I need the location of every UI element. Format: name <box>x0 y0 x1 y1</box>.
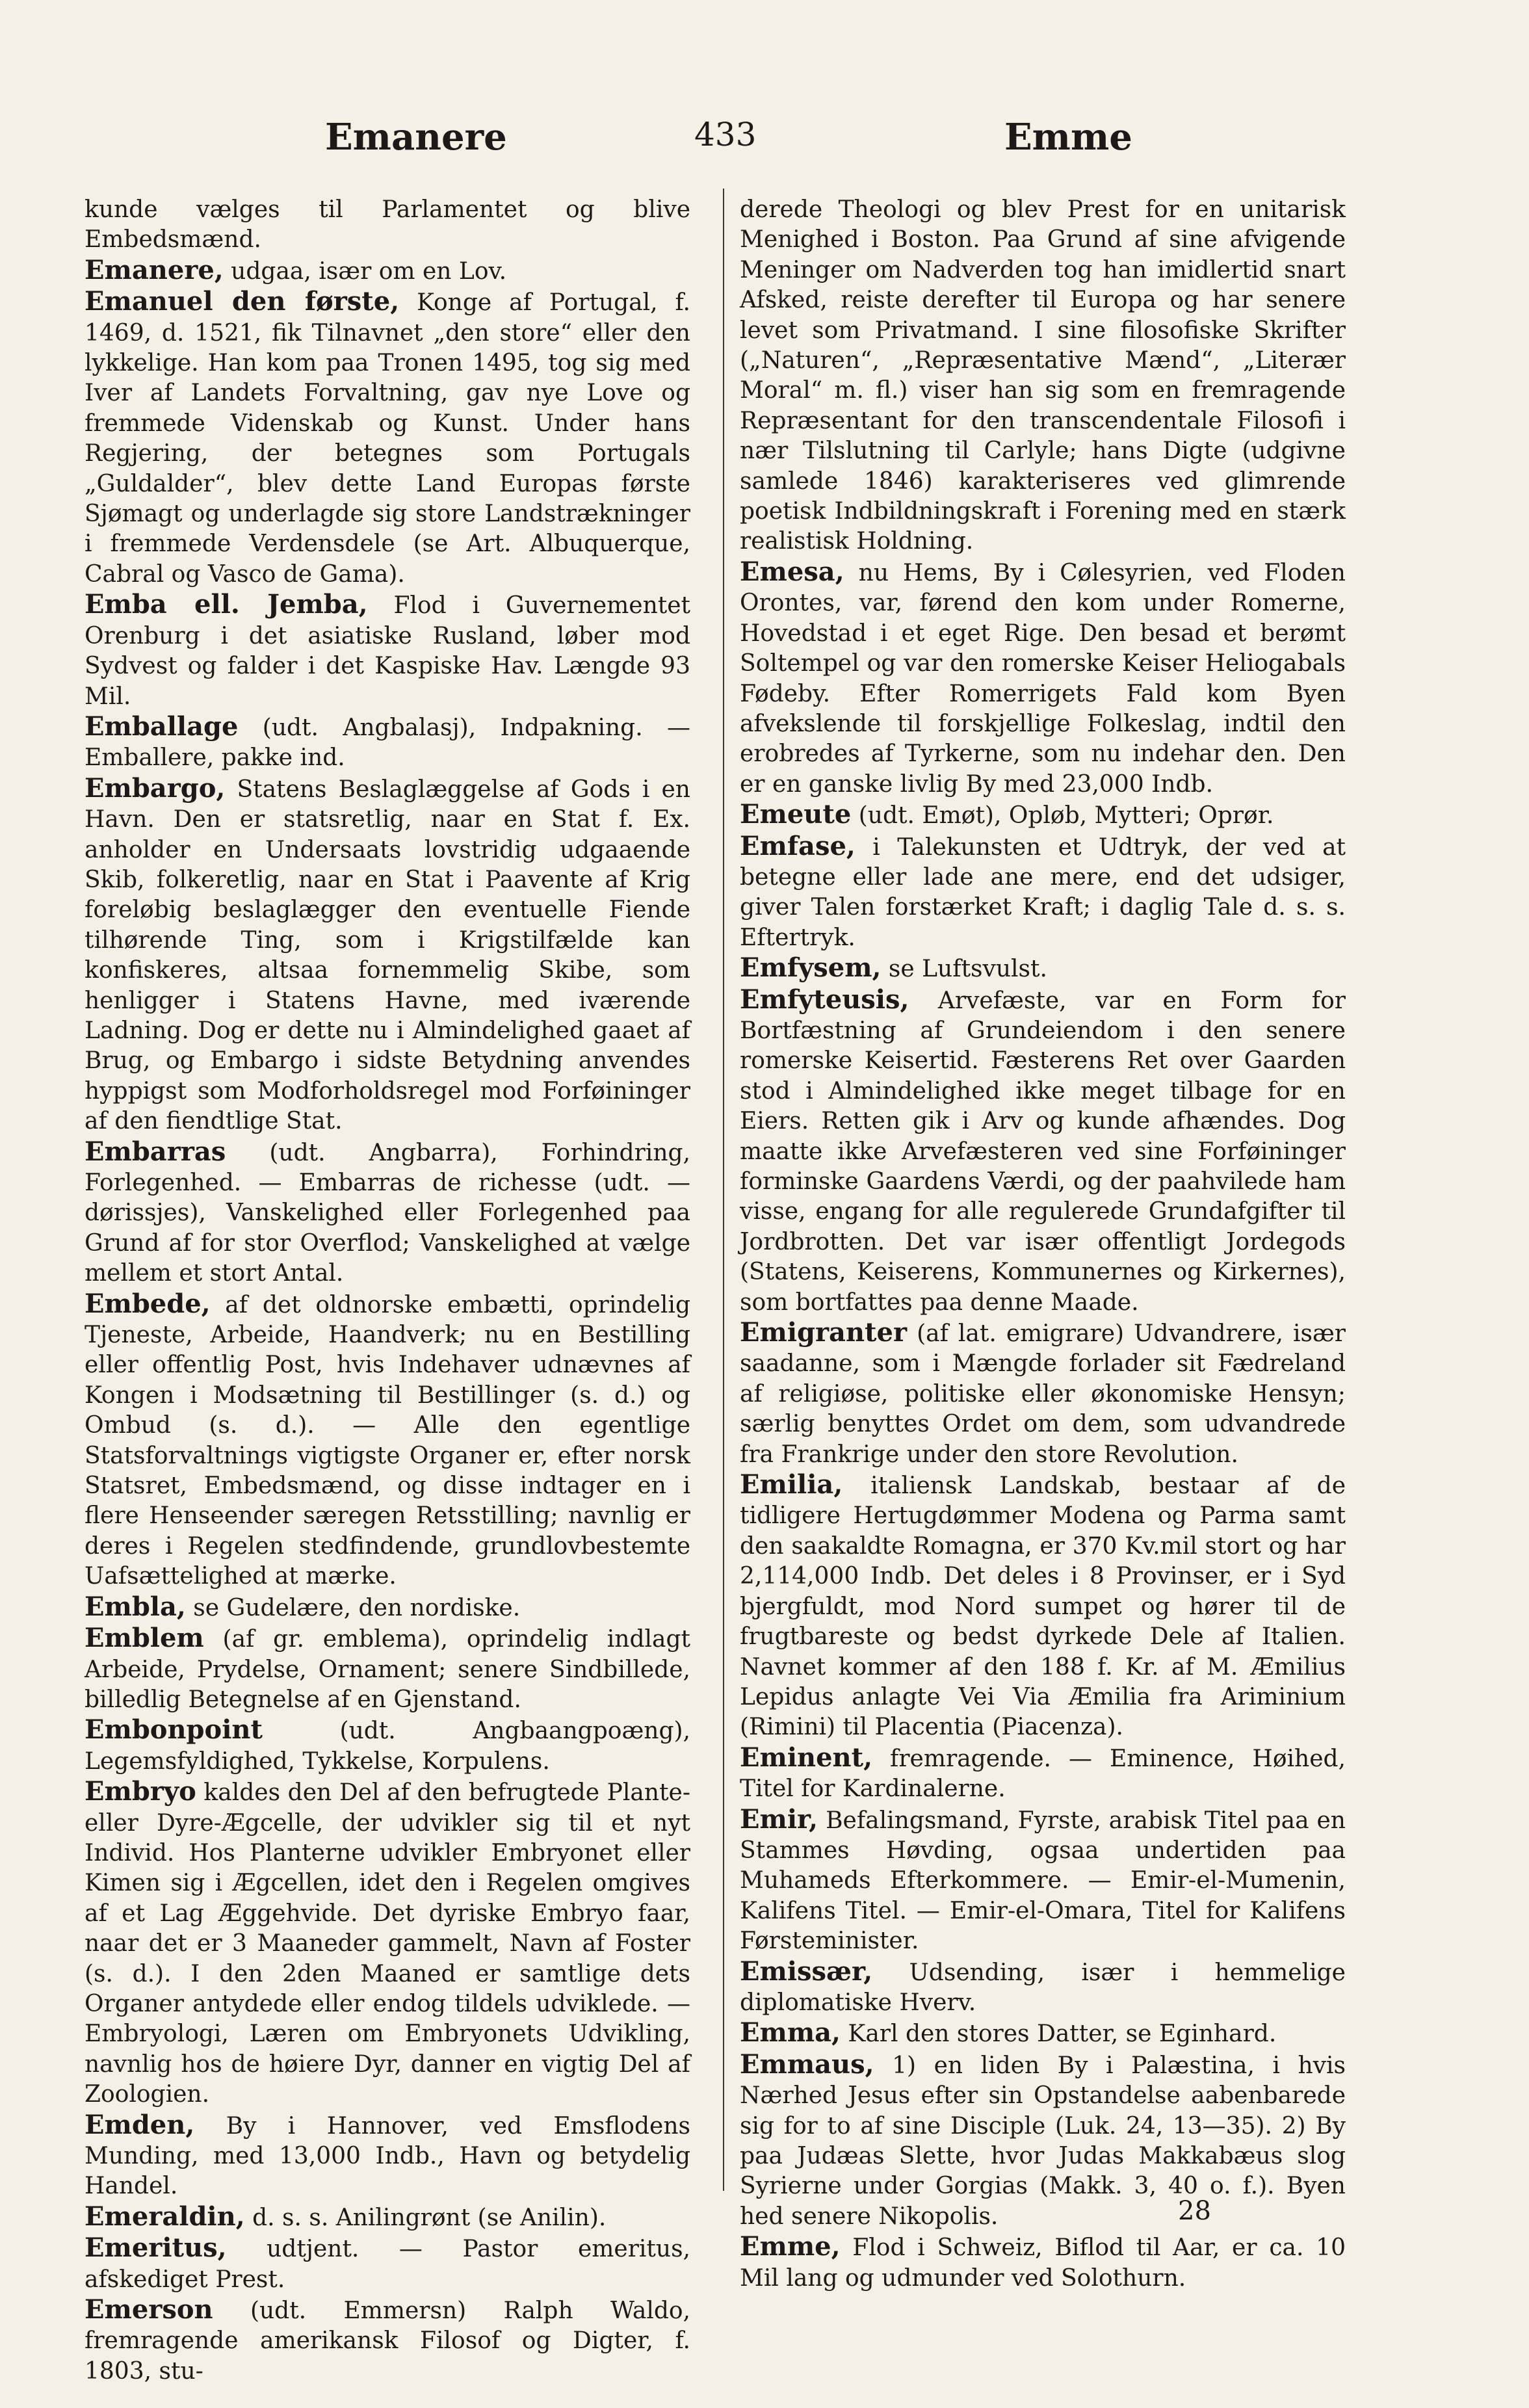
entry-text: Karl den stores Datter, se Eginhard. <box>840 2021 1277 2048</box>
left-column <box>85 195 690 2387</box>
entry-text: se Luftsvulst. <box>881 956 1047 983</box>
dictionary-entry <box>740 2018 1346 2049</box>
entry-headword: Emeute <box>740 799 852 830</box>
dictionary-entry <box>85 2110 690 2202</box>
entry-headword: Emeritus, <box>85 2232 227 2264</box>
dictionary-entry <box>740 985 1346 1318</box>
entry-headword: Emesa, <box>740 556 844 587</box>
entry-headword: Embryo <box>85 1776 196 1807</box>
entry-text: 1) en liden By i Palæstina, i hvis Nærhed Jesus efter sin Opstandelse aabenbarede sig for to af sine Disciple (Luk. 24, 13—35). 2) By paa Judæas Slette, hvor Judas Makkabæus slog Syrierne under Gorgias (Makk. 3, 40 o. f.). Byen hed senere Nikopolis. <box>740 2052 1346 2230</box>
dictionary-entry <box>740 1318 1346 1470</box>
page-header <box>0 116 1529 168</box>
entry-text: af det oldnorske embætti, oprindelig Tjeneste, Arbeide, Haandverk; nu en Bestilling eller offentlig Post, hvis Indehaver udnævnes af Kongen i Modsætning til Bestillinger (s. d.) og Ombud (s. d.). — Alle den egentlige Statsforvaltnings vigtigste Organer er, efter norsk Statsret, Embedsmænd, og disse indtager en i flere Henseender særegen Retsstilling; navnlig er deres i Regelen stedfindende, grundlovbestemte Uafsættelighed at mærke. <box>85 1291 690 1590</box>
dictionary-entry <box>85 287 690 590</box>
dictionary-entry <box>85 2233 690 2295</box>
entry-headword: Emilia, <box>740 1469 843 1500</box>
dictionary-entry <box>85 1592 690 1623</box>
dictionary-entry <box>740 831 1346 954</box>
dictionary-entry <box>85 712 690 774</box>
dictionary-entry <box>85 590 690 712</box>
entry-text: (udt. Emøt), Opløb, Mytteri; Oprør. <box>851 802 1274 830</box>
entry-headword: Eminent, <box>740 1742 873 1773</box>
dictionary-entry <box>740 1743 1346 1805</box>
dictionary-entry <box>85 774 690 1137</box>
entry-headword: Emeraldin, <box>85 2201 245 2232</box>
entry-text: (udt. Angbalasj), Indpakning. — Emballere, pakke ind. <box>85 714 690 772</box>
entry-text: Flod i Schweiz, Biflod til Aar, er ca. 10 Mil lang og udmunder ved Solothurn. <box>740 2234 1346 2292</box>
dictionary-entry <box>85 1715 690 1777</box>
entry-text: Konge af Portugal, f. 1469, d. 1521, fik Tilnavnet „den store“ eller den lykkelige. Han kom paa Tronen 1495, tog sig med Iver af Landets Forvaltning, gav nye Love og fremmede Videnskab og Kunst. Under hans Regjering, der betegnes som Portugals „Guldalder“, blev dette Land Europas første Sjømagt og underlagde sig store Landstrækninger i fremmede Verdensdele (se Art. Albuquerque, Cabral og Vasco de Gama). <box>85 289 690 588</box>
dictionary-entry <box>740 1957 1346 2019</box>
dictionary-entry <box>740 800 1346 831</box>
entry-headword: Emden, <box>85 2109 195 2140</box>
entry-text: se Gudelære, den nordiske. <box>185 1594 521 1621</box>
entry-headword: Emfase, <box>740 830 856 861</box>
entry-text: (af lat. emigrare) Udvandrere, især saadanne, som i Mængde forlader sit Fædreland af religiøse, politiske eller økonomiske Hensyn; særlig benyttes Ordet om dem, som udvandrede fra Frankrige under den store Revolution. <box>740 1320 1346 1468</box>
entry-text: derede Theologi og blev Prest for en unitarisk Menighed i Boston. Paa Grund af sine afvigende Meninger om Nadverden tog han imidlertid snart Afsked, reiste derefter til Europa og har senere levet som Privatmand. I sine filosofiske Skrifter („Naturen“, „Repræsentative Mænd“, „Literær Moral“ m. fl.) viser han sig som en fremragende Repræsentant for den transcendentale Filosofi i nær Tilslutning til Carlyle; hans Digte (udgivne samlede 1846) karakteriseres ved glimrende poetisk Indbildningskraft i Forening med en stærk realistisk Holdning. <box>740 196 1346 555</box>
dictionary-entry <box>85 195 690 255</box>
entry-text: italiensk Landskab, bestaar af de tidligere Hertugdømmer Modena og Parma samt den saakaldte Romagna, er 370 Kv.mil stort og har 2,114,000 Indb. Det deles i 8 Provinser, er i Syd bjergfuldt, mod Nord sumpet og hører til de frugtbareste og bedst dyrkede Dele af Italien. Navnet kommer af den 188 f. Kr. af M. Æmilius Lepidus anlagte Vei Via Æmilia fra Ariminium (Rimini) til Placentia (Piacenza). <box>740 1472 1346 1741</box>
dictionary-entry <box>740 1470 1346 1743</box>
entry-text: nu Hems, By i Cølesyrien, ved Floden Orontes, var, førend den kom under Romerne, Hovedstad i et eget Rige. Den besad et berømt Soltempel og var den romerske Keiser Heliogabals Fødeby. Efter Romerrigets Fald kom Byen afvekslende til forskjellige Folkeslag, indtil den erobredes af Tyrkerne, som nu indehar den. Den er en ganske livlig By med 23,000 Indb. <box>740 559 1346 798</box>
entry-text: Statens Beslaglæggelse af Gods i en Havn. Den er statsretlig, naar en Stat f. Ex. anholder en Undersaats lovstridig udgaaende Skib, folkeretlig, naar en Stat i Paavente af Krig foreløbig beslaglægger den eventuelle Fiende tilhørende Ting, som i Krigstilfælde kan konfiskeres, altsaa fornemmelig Skibe, som henligger i Statens Havne, med iværende Ladning. Dog er dette nu i Almindelighed gaaet af Brug, og Embargo i sidste Betydning anvendes hyppigst som Modforholdsregel mod Forføininger af den fiendtlige Stat. <box>85 776 690 1135</box>
dictionary-entry <box>740 953 1346 984</box>
entry-headword: Emerson <box>85 2294 213 2325</box>
entry-headword: Emme, <box>740 2231 841 2262</box>
entry-text: udgaa, især om en Lov. <box>223 257 507 285</box>
signature-mark: 28 <box>1178 2196 1211 2226</box>
entry-text: d. s. s. Anilingrønt (se Anilin). <box>244 2204 607 2231</box>
entry-headword: Emfysem, <box>740 952 882 984</box>
entry-headword: Embla, <box>85 1591 186 1622</box>
entry-headword: Emfyteusis, <box>740 984 909 1015</box>
entry-headword: Emmaus, <box>740 2048 874 2080</box>
column-divider <box>723 189 724 2191</box>
entry-text: kaldes den Del af den befrugtede Plante- eller Dyre-Ægcelle, der udvikler sig til et nyt Individ. Hos Planterne udvikler Embryonet eller Kimen sig i Ægcellen, idet den i Regelen omgives af et Lag Æggehvide. Det dyriske Embryo faar, naar det er 3 Maaneder gammelt, Navn af Foster (s. d.). I den 2den Maaned er samtlige dets Organer antydede eller endog tildels udviklede. — Embryologi, Læren om Embryonets Udvikling, navnlig hos de høiere Dyr, danner en vigtig Del af Zoologien. <box>85 1779 690 2108</box>
dictionary-entry <box>85 2202 690 2233</box>
entry-headword: Emissær, <box>740 1956 873 1987</box>
entry-headword: Embede, <box>85 1288 211 1319</box>
entry-headword: Emir, <box>740 1803 818 1835</box>
dictionary-entry <box>85 1289 690 1592</box>
entry-headword: Emma, <box>740 2017 841 2048</box>
entry-headword: Embarras <box>85 1136 226 1167</box>
entry-text: fremragende. — Eminence, Høihed, Titel for Kardinalerne. <box>740 1745 1346 1803</box>
dictionary-entry <box>740 2232 1346 2294</box>
entry-text: udtjent. — Pastor emeritus, afskediget Prest. <box>85 2236 690 2293</box>
entry-text: Flod i Guvernementet Orenburg i det asiatiske Rusland, løber mod Sydvest og falder i det Kaspiske Hav. Længde 93 Mil. <box>85 592 690 710</box>
entry-headword: Emanere, <box>85 254 224 285</box>
entry-text: By i Hannover, ved Emsflodens Munding, med 13,000 Indb., Havn og betydelig Handel. <box>85 2112 690 2200</box>
dictionary-entry <box>740 195 1346 557</box>
entry-headword: Emballage <box>85 711 239 742</box>
entry-headword: Emanuel den første, <box>85 286 400 317</box>
right-column <box>740 195 1346 2294</box>
entry-text: (udt. Angbaangpoæng), Legemsfyldighed, Tykkelse, Korpulens. <box>85 1718 690 1775</box>
dictionary-entry <box>85 1777 690 2110</box>
dictionary-entry <box>85 1623 690 1715</box>
entry-headword: Embargo, <box>85 772 226 804</box>
dictionary-entry <box>85 255 690 287</box>
entry-text: kunde vælges til Parlamentet og blive Embedsmænd. <box>85 196 690 254</box>
right-running-headword: Emme <box>1004 116 1132 159</box>
entry-text: (udt. Angbarra), Forhindring, Forlegenhed. — Embarras de richesse (udt. — dørissjes), Vanskelighed eller Forlegenhed paa Grund af for stor Overflod; Vanskelighed at vælge mellem et stort Antal. <box>85 1139 690 1287</box>
dictionary-entry <box>740 557 1346 800</box>
entry-headword: Emblem <box>85 1623 204 1654</box>
dictionary-entry <box>740 2050 1346 2232</box>
entry-text: Befalingsmand, Fyrste, arabisk Titel paa en Stammes Høvding, ogsaa undertiden paa Muhameds Efterkommere. — Emir-el-Mumenin, Kalifens Titel. — Emir-el-Omara, Titel for Kalifens Førsteminister. <box>740 1807 1346 1955</box>
dictionary-entry <box>85 1137 690 1289</box>
entry-text: Arvefæste, var en Form for Bortfæstning af Grundeiendom i den senere romerske Keisertid. Fæsterens Ret over Gaarden stod i Almindelighed ikke meget tilbage for en Eiers. Retten gik i Arv og kunde afhændes. Dog maatte ikke Arvefæsteren ved sine Forføininger forminske Gaardens Værdi, og der paahvilede ham visse, engang for alle regulerede Grundafgifter til Jordbrotten. Det var især offentligt Jordegods (Statens, Keiserens, Kommunernes og Kirkernes), som bortfattes paa denne Maade. <box>740 987 1346 1316</box>
entry-headword: Emba ell. Jemba, <box>85 589 368 620</box>
left-running-headword: Emanere <box>325 116 507 159</box>
entry-text: i Talekunsten et Udtryk, der ved at betegne eller lade ane mere, end det udsiger, giver Talen forstærket Kraft; i daglig Tale d. s. s. Eftertryk. <box>740 833 1346 951</box>
entry-text: (af gr. emblema), oprindelig indlagt Arbeide, Prydelse, Ornament; senere Sindbillede, billedlig Betegnelse af en Gjenstand. <box>85 1626 690 1713</box>
entry-headword: Emigranter <box>740 1317 908 1348</box>
dictionary-entry <box>85 2295 690 2387</box>
dictionary-entry <box>740 1805 1346 1957</box>
entry-headword: Embonpoint <box>85 1714 263 1746</box>
entry-text: Udsending, især i hemmelige diplomatiske Hverv. <box>740 1959 1346 2016</box>
page-number: 433 <box>694 116 757 153</box>
entry-text: (udt. Emmersn) Ralph Waldo, fremragende amerikansk Filosof og Digter, f. 1803, stu- <box>85 2297 690 2385</box>
